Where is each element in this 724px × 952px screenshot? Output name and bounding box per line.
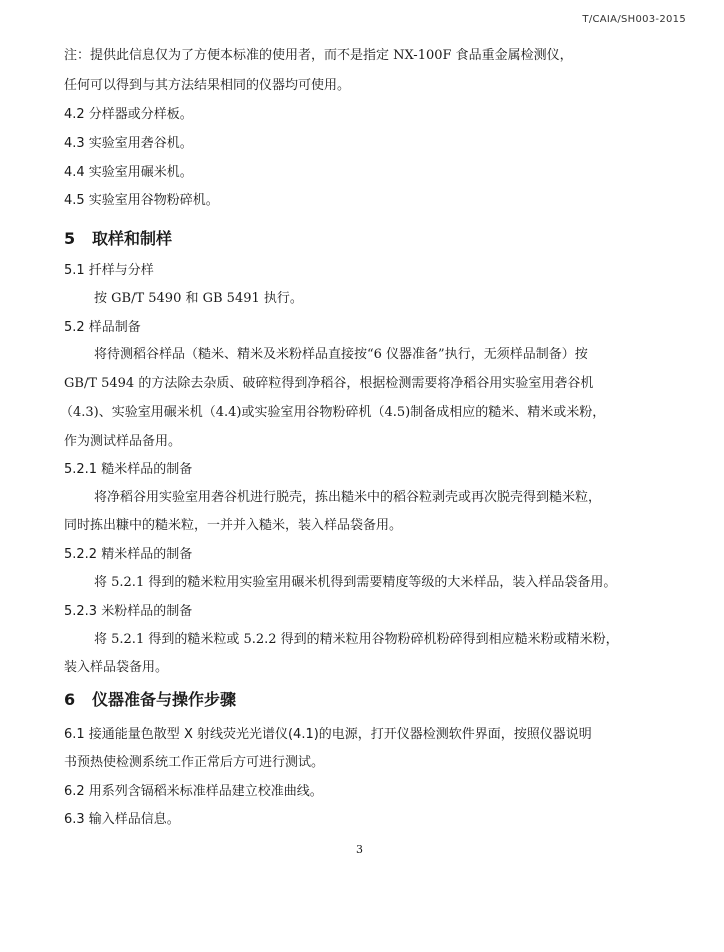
section-6-title: 仪器准备与操作步骤 <box>92 690 237 709</box>
heading-5-2-2: 5.2.2 精米样品的制备 <box>64 547 193 562</box>
standard-code: T/CAIA/SH003-2015 <box>582 14 686 25</box>
heading-5-2-3: 5.2.3 米粉样品的制备 <box>64 604 193 619</box>
para-5-2-3-line-2: 装入样品袋备用。 <box>64 660 169 675</box>
page-number: 3 <box>356 843 363 856</box>
heading-5-2-1: 5.2.1 糙米样品的制备 <box>64 462 193 477</box>
section-6-heading <box>64 687 236 710</box>
para-5-2-line-2: GB/T 5494 的方法除去杂质、破碎粒得到净稻谷，根据检测需要将净稻谷用实验室用砻谷机 <box>64 376 594 391</box>
note-line-2: 任何可以得到与其方法结果相同的仪器均可使用。 <box>64 78 351 93</box>
item-4-3: 4.3 实验室用砻谷机。 <box>64 136 193 151</box>
para-5-2-1-line-1: 将净稻谷用实验室用砻谷机进行脱壳，拣出糙米中的稻谷粒剥壳或再次脱壳得到糙米粒， <box>94 490 602 505</box>
para-5-2-2-line-1: 将 5.2.1 得到的糙米粒用实验室用碾米机得到需要精度等级的大米样品，装入样品袋备用。 <box>94 575 617 590</box>
heading-5-2: 5.2 样品制备 <box>64 320 141 335</box>
section-5-title: 取样和制样 <box>92 229 173 248</box>
para-6-1-line-1: 6.1 接通能量色散型 X 射线荧光光谱仪(4.1)的电源，打开仪器检测软件界面，按照仪器说明 <box>64 727 592 742</box>
para-6-1-line-2: 书预热使检测系统工作正常后方可进行测试。 <box>64 755 325 770</box>
para-5-2-line-4: 作为测试样品备用。 <box>64 434 182 449</box>
note-line-1: 注：提供此信息仅为了方便本标准的使用者，而不是指定 NX-100F 食品重金属检测仪， <box>64 48 573 63</box>
item-4-4: 4.4 实验室用碾米机。 <box>64 165 193 180</box>
para-6-3: 6.3 输入样品信息。 <box>64 812 180 827</box>
para-5-1: 按 GB/T 5490 和 GB 5491 执行。 <box>94 291 303 306</box>
item-4-2: 4.2 分样器或分样板。 <box>64 107 193 122</box>
section-6-number: 6 <box>64 690 76 709</box>
para-5-2-line-3: （4.3)、实验室用碾米机（4.4)或实验室用谷物粉碎机（4.5)制备成相应的糙米、精米或米粉， <box>60 405 606 420</box>
para-5-2-3-line-1: 将 5.2.1 得到的糙米粒或 5.2.2 得到的精米粒用谷物粉碎机粉碎得到相应糙米粉或精米粉， <box>94 632 619 647</box>
para-6-2: 6.2 用系列含镉稻米标准样品建立校准曲线。 <box>64 784 323 799</box>
para-5-2-1-line-2: 同时拣出糠中的糙米粒，一并并入糙米，装入样品袋备用。 <box>64 518 403 533</box>
item-4-5: 4.5 实验室用谷物粉碎机。 <box>64 193 219 208</box>
para-5-2-line-1: 将待测稻谷样品（糙米、精米及米粉样品直接按“6 仪器准备”执行，无须样品制备）按 <box>94 347 588 362</box>
section-5-heading <box>64 226 172 249</box>
heading-5-1: 5.1 扦样与分样 <box>64 263 154 278</box>
section-5-number: 5 <box>64 229 76 248</box>
